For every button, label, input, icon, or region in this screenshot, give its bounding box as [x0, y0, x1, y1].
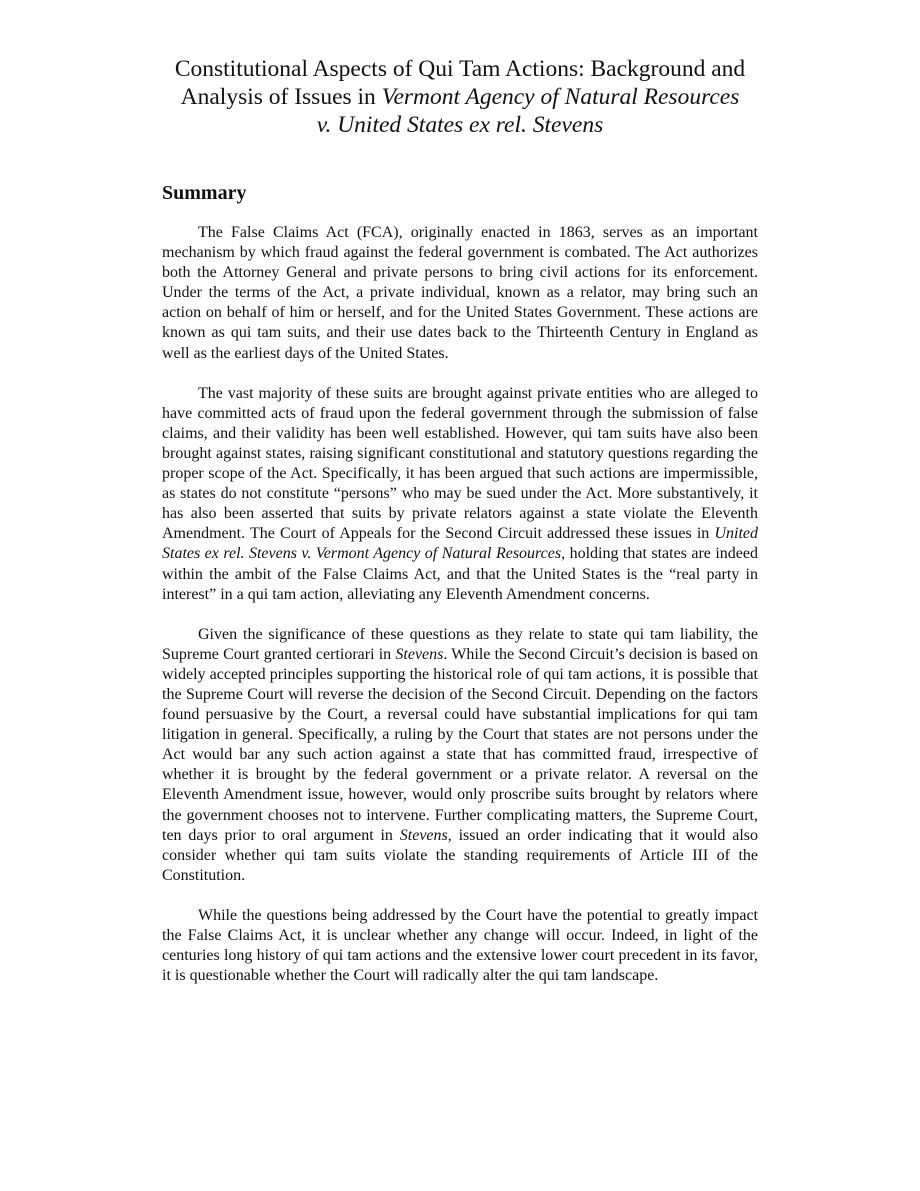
p3-stevens-2: Stevens — [399, 826, 448, 844]
summary-paragraph-1: The False Claims Act (FCA), originally enacted in 1863, serves as an important mechanism by which fraud against the federal government is combated. The Act authorizes both the Attorney General and private persons to bring civil actions for its enforcement. Under the terms of the Act, a private individual, known as a relator, may bring such an action on behalf of him or herself, and for the United States Government. These actions are known as qui tam suits, and their use dates back to the Thirteenth Century in England as well as the earliest days of the United States. — [162, 224, 758, 362]
summary-paragraph-3 — [162, 625, 758, 886]
title-line-2-plain: Analysis of Issues in — [180, 84, 382, 110]
p3-stevens-1: Stevens — [395, 645, 444, 663]
summary-paragraph-2 — [162, 384, 758, 605]
title-line-3 — [162, 111, 758, 139]
document-title — [162, 55, 758, 139]
p3-text-b: . While the Second Circuit’s decision is based on widely accepted principles supporting the historical role of qui tam actions, it is possible that the Supreme Court will reverse the decision of the Second Circuit. Depending on the factors found persuasive by the Court, a reversal could have substantial implications for qui tam litigation in general. Specifically, a ruling by the Court that states are not persons under the Act would bar any such action against a state that has committed fraud, irrespective of whether it is brought by the federal government or a private relator. A reversal on the Eleventh Amendment issue, however, would only proscribe suits brought by relators where the government chooses not to intervene. Further complicating matters, the Supreme Court, ten days prior to oral argument in — [162, 645, 758, 844]
p3-text-a: Given the significance of these questions as they relate to state qui tam liability, the Supreme Court granted certiorari in — [162, 625, 758, 663]
title-line-2 — [162, 83, 758, 111]
title-line-1: Constitutional Aspects of Qui Tam Actions: Background and — [174, 56, 746, 82]
p3-text-c: , issued an order indicating that it would also consider whether qui tam suits violate the standing requirements of Article III of the Constitution. — [162, 826, 759, 884]
p2-case-citation: United States ex rel. Stevens v. Vermont Agency of Natural Resources — [162, 525, 758, 563]
p2-text-a: The vast majority of these suits are brought against private entities who are alleged to have committed acts of fraud upon the federal government through the submission of false claims, and their validity has been well established. However, qui tam suits have also been brought against states, raising significant constitutional and statutory questions regarding the proper scope of the Act. Specifically, it has been argued that such actions are impermissible, as states do not constitute “persons” who may be sued under the Act. More substantively, it has also been asserted that suits by private relators against a state violate the Eleventh Amendment. The Court of Appeals for the Second Circuit addressed these issues in — [162, 384, 758, 543]
document-page — [162, 55, 758, 986]
summary-paragraph-4: While the questions being addressed by the Court have the potential to greatly impact the False Claims Act, it is unclear whether any change will occur. Indeed, in light of the centuries long history of qui tam actions and the extensive lower court precedent in its favor, it is questionable whether the Court will radically alter the qui tam landscape. — [162, 906, 758, 985]
p2-text-b: , holding that states are indeed within the ambit of the False Claims Act, and that the United States is the “real party in interest” in a qui tam action, alleviating any Eleventh Amendment concerns. — [162, 545, 758, 603]
title-case-name: Vermont Agency of Natural Resources — [381, 84, 740, 110]
title-case-party: v. United States ex rel. Stevens — [316, 112, 604, 138]
summary-heading: Summary — [162, 182, 247, 204]
